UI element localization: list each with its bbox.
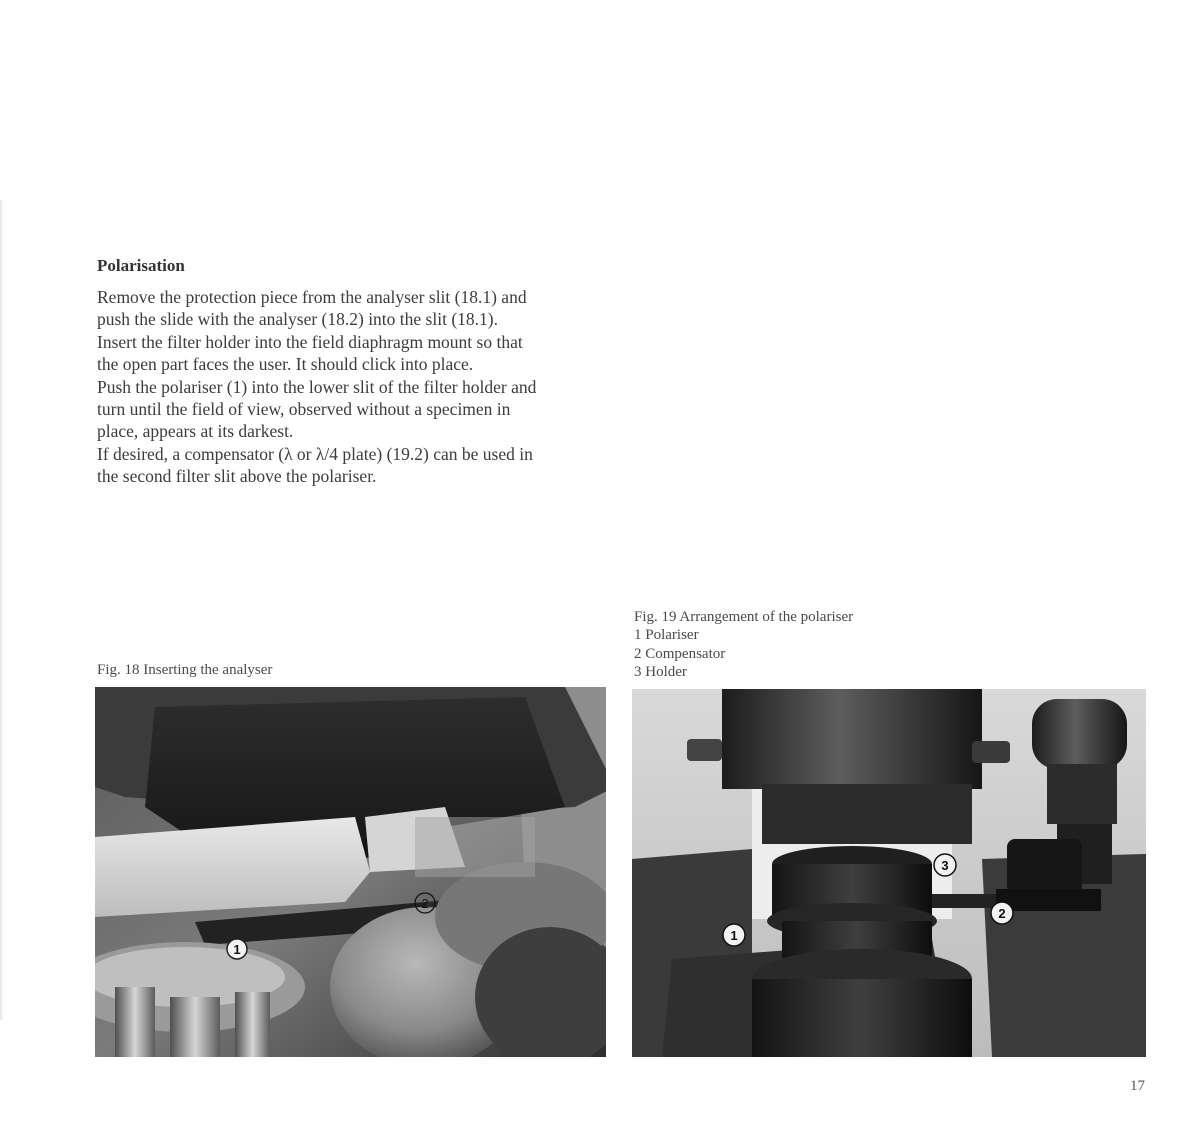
body-line: the second filter slit above the polariser.: [97, 466, 377, 487]
svg-text:2: 2: [421, 896, 429, 911]
svg-text:2: 2: [998, 906, 1006, 921]
svg-text:3: 3: [941, 858, 949, 873]
fig19-legend-item: 3 Holder: [634, 663, 687, 680]
fig19-caption: [634, 608, 853, 681]
fig19-caption-title: Fig. 19 Arrangement of the polariser: [634, 609, 854, 625]
fig19-marker-2: [991, 902, 1013, 924]
fig19-marker-1: [723, 924, 745, 946]
fig18-photo: [95, 687, 606, 1057]
fig19-legend-item: 2 Compensator: [634, 645, 726, 662]
section-heading: Polarisation: [97, 256, 185, 275]
body-line: turn until the field of view, observed without a specimen in: [97, 399, 511, 420]
fig19-marker-3: [934, 854, 956, 876]
scan-edge-shadow: [0, 200, 4, 1020]
fig18-caption: Fig. 18 Inserting the analyser: [97, 662, 273, 678]
body-line: the open part faces the user. It should click into place.: [97, 354, 474, 375]
body-line: Remove the protection piece from the analyser slit (18.1) and: [97, 287, 527, 307]
svg-text:1: 1: [233, 942, 241, 957]
body-line: push the slide with the analyser (18.2) into the slit (18.1).: [97, 309, 498, 330]
body-line: place, appears at its darkest.: [97, 421, 294, 442]
svg-text:1: 1: [730, 928, 738, 943]
fig18-marker-1: [227, 939, 247, 959]
body-line: Insert the filter holder into the field diaphragm mount so that: [97, 331, 523, 352]
body-paragraph: [97, 286, 607, 488]
fig19-legend-item: 1 Polariser: [634, 627, 699, 644]
page-number: 17: [1130, 1078, 1145, 1094]
body-line: Push the polariser (1) into the lower slit of the filter holder and: [97, 376, 537, 397]
body-line: If desired, a compensator (λ or λ/4 plate) (19.2) can be used in: [97, 443, 533, 464]
fig19-photo: [632, 689, 1146, 1057]
